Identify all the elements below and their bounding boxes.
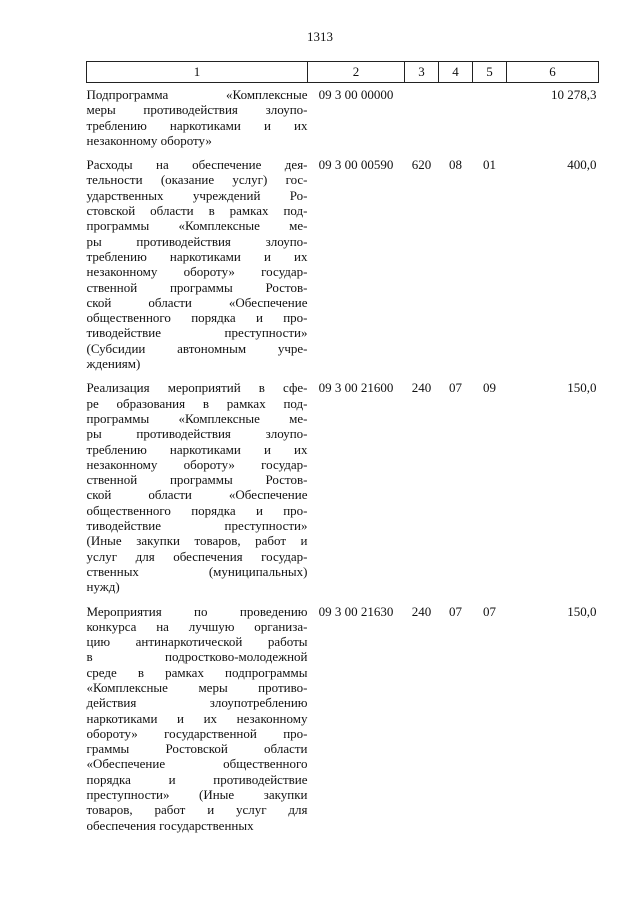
table-body bbox=[87, 83, 599, 842]
row-name-line: ственной программы Ростов- bbox=[86, 472, 308, 488]
row-name-line: незаконному обороту» государ- bbox=[86, 264, 308, 280]
row-name-cell bbox=[87, 604, 308, 842]
row-name-line: незаконному обороту» bbox=[86, 132, 212, 148]
row-name-line: ской области «Обеспечение bbox=[86, 294, 308, 310]
row-name-line: Реализация мероприятий в сфе- bbox=[86, 380, 308, 396]
row-name-line: нужд) bbox=[86, 579, 120, 595]
row-name-line: ударственных учреждений Ро- bbox=[86, 187, 308, 203]
header-col-1: 1 bbox=[87, 62, 308, 83]
budget-code-cell: 09 3 00 21600 bbox=[318, 380, 394, 396]
row-name-cell bbox=[87, 380, 308, 603]
section-cell: 07 bbox=[449, 380, 462, 396]
row-name-line: тиводействие преступности» bbox=[86, 518, 308, 534]
row-name-line: Подпрограмма «Комплексные bbox=[86, 87, 308, 102]
row-name-line: в подростково-молодежной bbox=[86, 649, 308, 665]
row-name-line: обороту» государственной про- bbox=[86, 725, 308, 741]
row-name-line: тельности (оказание услуг) гос- bbox=[86, 172, 308, 188]
subsection-cell: 01 bbox=[483, 157, 496, 173]
row-name-line: ской области «Обеспечение bbox=[86, 487, 308, 503]
budget-code-cell: 09 3 00 00590 bbox=[318, 157, 394, 173]
row-name-line: программы «Комплексные ме- bbox=[86, 218, 308, 234]
row-name-line: ственных (муниципальных) bbox=[86, 563, 308, 579]
row-name-line: ры противодействия злоупо- bbox=[86, 426, 308, 442]
row-name-line: стовской области в рамках под- bbox=[86, 203, 308, 219]
row-name-line: незаконному обороту» государ- bbox=[86, 456, 308, 472]
row-name-line: меры противодействия злоупо- bbox=[86, 102, 308, 118]
row-name-line: треблению наркотиками и их bbox=[86, 248, 308, 264]
row-name-line: граммы Ростовской области bbox=[86, 741, 308, 757]
header-col-4: 4 bbox=[439, 62, 473, 83]
row-name-line: «Комплексные меры противо- bbox=[86, 679, 308, 695]
subsection-cell bbox=[473, 83, 507, 158]
header-col-5: 5 bbox=[473, 62, 507, 83]
table-row bbox=[87, 157, 599, 380]
expense-type-cell: 240 bbox=[411, 380, 432, 396]
row-name-line: (Субсидии автономным учре- bbox=[86, 340, 308, 356]
row-name-line: услуг для обеспечения государ- bbox=[86, 548, 308, 564]
budget-code-cell: 09 3 00 00000 bbox=[318, 87, 394, 102]
row-name-line: ственной программы Ростов- bbox=[86, 279, 308, 295]
row-name-cell bbox=[87, 157, 308, 380]
row-name-line: программы «Комплексные ме- bbox=[86, 410, 308, 426]
amount-cell: 150,0 bbox=[567, 380, 597, 396]
section-cell bbox=[439, 83, 473, 158]
subsection-cell: 07 bbox=[483, 603, 496, 619]
row-name-line: ждениям) bbox=[86, 356, 141, 372]
row-name-line: тиводействие преступности» bbox=[86, 325, 308, 341]
row-name-line: треблению наркотиками и их bbox=[86, 117, 308, 133]
row-name-line: обеспечения государственных bbox=[86, 817, 254, 833]
row-name-line: товаров, работ и услуг для bbox=[86, 802, 308, 818]
expense-type-cell: 620 bbox=[411, 157, 432, 173]
page-number: 1313 bbox=[307, 29, 333, 44]
table-row bbox=[87, 380, 599, 603]
row-name-line: действия злоупотреблению bbox=[86, 695, 308, 711]
budget-table bbox=[86, 61, 599, 842]
row-name-line: конкурса на лучшую организа- bbox=[86, 618, 308, 634]
row-name-line: ре образования в рамках под- bbox=[86, 395, 308, 411]
row-name-line: Расходы на обеспечение дея- bbox=[86, 157, 308, 173]
header-row bbox=[87, 62, 599, 83]
row-name-line: общественного порядка и про- bbox=[86, 310, 308, 326]
row-name-line: (Иные закупки товаров, работ и bbox=[86, 533, 308, 549]
row-name-line: наркотиками и их незаконному bbox=[86, 710, 308, 726]
row-name-line: среде в рамках подпрограммы bbox=[86, 664, 308, 680]
row-name-line: «Обеспечение общественного bbox=[86, 756, 308, 772]
amount-cell: 400,0 bbox=[567, 157, 597, 173]
subsection-cell: 09 bbox=[483, 380, 496, 396]
expense-type-cell: 240 bbox=[411, 603, 432, 619]
row-name-line: Мероприятия по проведению bbox=[86, 603, 308, 619]
header-col-6: 6 bbox=[507, 62, 599, 83]
amount-cell: 150,0 bbox=[567, 603, 597, 619]
header-col-3: 3 bbox=[405, 62, 439, 83]
amount-cell: 10 278,3 bbox=[551, 87, 597, 102]
expense-type-cell bbox=[405, 83, 439, 158]
table-row bbox=[87, 604, 599, 842]
row-name-line: порядка и противодействие bbox=[86, 771, 308, 787]
budget-code-cell: 09 3 00 21630 bbox=[318, 603, 394, 619]
section-cell: 07 bbox=[449, 603, 462, 619]
row-name-line: ры противодействия злоупо- bbox=[86, 233, 308, 249]
section-cell: 08 bbox=[449, 157, 462, 173]
row-name-line: треблению наркотиками и их bbox=[86, 441, 308, 457]
header-col-2: 2 bbox=[308, 62, 405, 83]
table-row bbox=[87, 83, 599, 158]
row-name-line: преступности» (Иные закупки bbox=[86, 787, 308, 803]
row-name-line: общественного порядка и про- bbox=[86, 502, 308, 518]
row-name-cell bbox=[87, 83, 308, 158]
row-name-line: цию антинаркотической работы bbox=[86, 634, 308, 650]
